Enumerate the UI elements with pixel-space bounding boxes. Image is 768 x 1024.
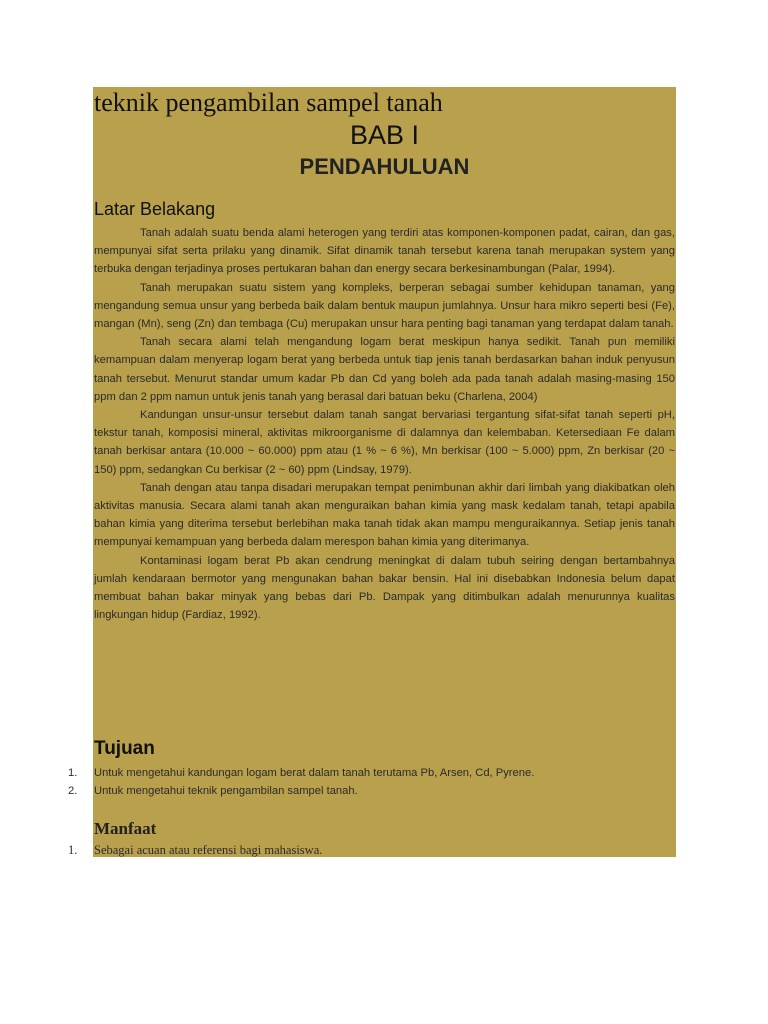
list-item-text: Sebagai acuan atau referensi bagi mahasiswa.: [94, 843, 323, 857]
list-item: [68, 782, 534, 800]
document-title: teknik pengambilan sampel tanah: [94, 88, 443, 117]
paragraph: Kandungan unsur-unsur tersebut dalam tanah sangat bervariasi tergantung sifat-sifat tanah seperti pH, tekstur tanah, komposisi mineral, aktivitas mikroorganisme di dalamnya dan kelembaban. Ketersediaan Fe dalam tanah berkisar antara (10.000 ~ 60.000) ppm atau (1 % ~ 6 %), Mn berkisar (100 ~ 5.000) ppm, Zn berkisar (20 ~ 150) ppm, sedangkan Cu berkisar (2 ~ 60) ppm (Lindsay, 1979).: [94, 409, 675, 476]
paragraph: Tanah adalah suatu benda alami heterogen yang terdiri atas komponen-komponen padat, cairan, dan gas, mempunyai sifat serta prilaku yang dinamik. Sifat dinamik tanah tersebut karena tanah merupakan system yang terbuka dengan terjadinya proses pertukaran bahan dan energy secara berkesinambungan (Palar, 1994).: [94, 227, 675, 276]
paragraph: Kontaminasi logam berat Pb akan cendrung meningkat di dalam tubuh seiring dengan bertambahnya jumlah kendaraan bermotor yang mengunakan bahan bakar bensin. Hal ini disebabkan Indonesia belum dapat membuat bahan bakar minyak yang bebas dari Pb. Dampak yang ditimbulkan adalah menurunnya kualitas lingkungan hidup (Fardiaz, 1992).: [94, 554, 675, 622]
section-heading-manfaat: Manfaat: [94, 819, 157, 838]
list-number: 2.: [68, 785, 78, 798]
section-heading-latar-belakang: Latar Belakang: [94, 199, 216, 219]
list-item: [68, 764, 534, 782]
list-item: [68, 841, 322, 859]
paragraph: Tanah secara alami telah mengandung logam berat meskipun hanya sedikit. Tanah pun memiliki kemampuan dalam menyerap logam berat yang berbeda untuk tiap jenis tanah berdasarkan bahan induk penyusun tanah tersebut. Menurut standar umum kadar Pb dan Cd yang boleh ada pada tanah adalah masing-masing 150 ppm dan 2 ppm namun untuk jenis tanah yang berasal dari batuan beku (Charlena, 2004): [94, 336, 675, 403]
paragraph: Tanah merupakan suatu sistem yang kompleks, berperan sebagai sumber kehidupan tanaman, yang mengandung semua unsur yang berbeda baik dalam bentuk maupun jumlahnya. Unsur hara mikro seperti besi (Fe), mangan (Mn), seng (Zn) dan tembaga (Cu) merupakan unsur hara penting bagi tanaman yang terdapat dalam tanah.: [94, 281, 675, 331]
chapter-number: BAB I: [349, 120, 420, 150]
chapter-title: PENDAHULUAN: [299, 154, 470, 179]
list-item-text: Untuk mengetahui teknik pengambilan sampel tanah.: [94, 785, 358, 798]
list-item-text: Untuk mengetahui kandungan logam berat dalam tanah terutama Pb, Arsen, Cd, Pyrene.: [94, 767, 535, 779]
manfaat-list: [68, 841, 322, 859]
latar-belakang-body: [94, 224, 675, 624]
list-number: 1.: [68, 843, 78, 857]
list-number: 1.: [68, 767, 78, 779]
tujuan-list: [68, 764, 534, 800]
paragraph: Tanah dengan atau tanpa disadari merupakan tempat penimbunan akhir dari limbah yang diakibatkan oleh aktivitas manusia. Secara alami tanah akan menguraikan bahan kimia yang mask kedalam tanah, tetapi apabila bahan kimia yang diterima tersebut berlebihan maka tanah tidak akan mampu menguraikannya. Setiap jenis tanah mempunyai kemampuan yang berbeda dalam merespon bahan kimia yang diterimanya.: [94, 481, 675, 549]
section-heading-tujuan: Tujuan: [94, 738, 155, 759]
